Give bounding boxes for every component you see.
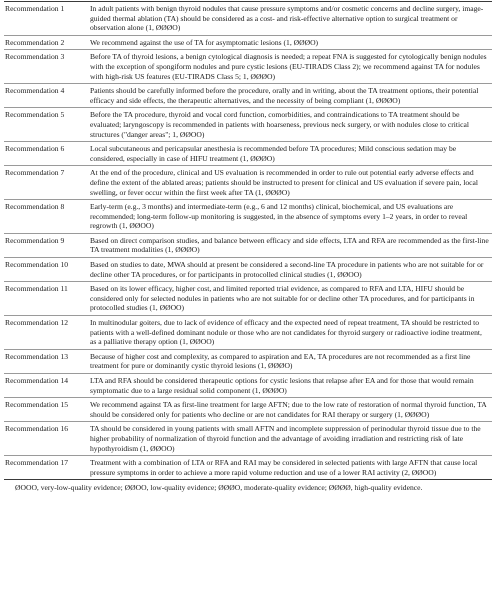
recommendation-label: Recommendation 1 [5,4,65,13]
recommendation-text: Treatment with a combination of LTA or RFA and RAI may be considered in selected patients with large AFTN that cause local pressure symptoms in order to achieve a more rapid volume reduction and use of a lower RAI activity (2, ØØOO) [90,458,478,477]
recommendation-label: Recommendation 16 [5,424,69,434]
recommendation-label: Recommendation 17 [5,458,69,468]
recommendation-label: Recommendation 2 [5,37,65,47]
recommendation-text: At the end of the procedure, clinical and US evaluation is recommended in order to rule out potential early adverse effects and define the extent of the ablated areas; patients should be instructed to present for clinical and US evaluation if severe pain, local swelling, or fever occur within the first week after TA (1, ØØØO) [90,168,478,197]
table-row [4,84,492,108]
table-row [4,50,492,84]
recommendation-text: In multinodular goiters, due to lack of evidence of efficacy and the expected need of repeat treatment, TA should be restricted to patients with a well-defined dominant nodule or those who are not candidates for thyroid surgery or radioactive iodine treatment, as a palliative therapy option (1, ØØOO) [90,318,482,347]
table-row [4,2,492,36]
recommendation-text: Based on studies to date, MWA should at present be considered a second-line TA procedure in patients who are not suitable for or decline other TA procedures, or for participants in protocolled clinical studies (1, ØØOO) [90,260,484,279]
recommendation-text: Local subcutaneous and pericapsular anesthesia is recommended before TA procedures; Mild conscious sedation may be considered, especially in case of HIFU treatment (1, ØØØO) [90,144,457,163]
recommendation-text: Before TA of thyroid lesions, a benign cytological diagnosis is needed; a repeat FNA is suggested for cytologically benign nodules with the exception of spongiform nodules and pure cystic lesions (EU-TIRADS Class 2); we recommend against TA for nodules with high-risk US features (EU-TIRADS Class 5; 1, ØØØO) [90,52,487,81]
recommendation-text: We recommend against the use of TA for asymptomatic lesions (1, ØØØO) [90,37,319,47]
recommendation-text: Before the TA procedure, thyroid and vocal cord function, comorbidities, and contraindications to TA treatment should be evaluated; laryngoscopy is recommended in patients with hoarseness, previous neck surgery, or with nodules close to critical structures ("danger areas"; 1, ØØOO) [90,110,469,139]
recommendation-label: Recommendation 7 [5,168,65,178]
recommendation-text: LTA and RFA should be considered therapeutic options for cystic lesions that relapse after EA and for those that would remain symptomatic due to a large residual solid component (1, ØØØO) [90,376,474,395]
recommendations-table [4,1,492,480]
recommendation-label: Recommendation 12 [5,318,69,328]
recommendation-text: We recommend against TA as first-line treatment for large AFTN; due to the low rate of restoration of normal thyroid function, TA should be considered only for patients who decline or are not candidates for RAI therapy or surgery (1, ØØØO) [90,400,487,419]
table-row [4,258,492,282]
recommendation-text: Early-term (e.g., 3 months) and intermediate-term (e.g., 6 and 12 months) clinical, biochemical, and US evaluations are recommended; long-term follow-up monitoring is suggested, in the absence of symptoms every 1–2 years, in order to reveal regrowth (1, ØØOO) [90,202,468,231]
recommendation-label: Recommendation 9 [5,235,65,245]
table-row [4,142,492,166]
table-row [4,35,492,50]
recommendation-label: Recommendation 4 [5,86,65,96]
table-row [4,349,492,373]
evidence-quality-footnote: ØOOO, very-low-quality evidence; ØØOO, low-quality evidence; ØØØO, moderate-quality evidence; ØØØØ, high-quality evidence. [15,483,423,493]
table-row [4,108,492,142]
recommendation-text: Based on its lower efficacy, higher cost, and limited reported trial evidence, as compared to RFA and LTA, HIFU should be considered only for selected nodules in patients who are not suitable for or decline other TA procedures, and for participants in protocolled studies (1, ØØOO) [90,284,475,313]
recommendations-table-body [4,2,492,480]
table-row [4,398,492,422]
table-row [4,282,492,316]
recommendation-text: In adult patients with benign thyroid nodules that cause pressure symptoms and/or cosmetic concerns and decline surgery, image-guided thermal ablation (TA) should be considered as a cost- and risk-effective alternative option to surgical treatment or observation alone (1, ØØØO) [90,4,484,33]
recommendation-text: Patients should be carefully informed before the procedure, orally and in writing, about the TA treatment options, their potential efficacy and side effects, the therapeutic alternatives, and the necessity of being compliant (1, ØØØO) [90,86,479,105]
recommendation-label: Recommendation 8 [5,202,65,212]
table-row [4,422,492,456]
table-row [4,166,492,200]
recommendation-label: Recommendation 5 [5,110,65,120]
table-row [4,456,492,480]
recommendation-label: Recommendation 13 [5,351,69,361]
recommendation-label: Recommendation 15 [5,400,69,410]
recommendation-label: Recommendation 11 [5,284,68,294]
table-row [4,200,492,234]
table-row [4,233,492,257]
table-row [4,316,492,350]
recommendation-text: Based on direct comparison studies, and balance between efficacy and side effects, LTA and RFA are recommended as the first-line TA treatment modalities (1, ØØØO) [90,235,489,255]
recommendation-label: Recommendation 10 [5,260,69,270]
recommendation-label: Recommendation 3 [5,52,65,62]
recommendation-text: Because of higher cost and complexity, as compared to aspiration and EA, TA procedures are not recommended as a first line treatment for pure or dominantly cystic thyroid lesions (1, ØØØO) [90,351,471,371]
recommendation-text: TA should be considered in young patients with small AFTN and incomplete suppression of perinodular thyroid tissue due to the higher probability of normalization of thyroid function and the advantage of avoiding irradiation and restricting risk of late hypothyroidism (1, ØØOO) [90,424,481,453]
recommendation-label: Recommendation 14 [5,376,69,385]
table-row [4,374,492,398]
recommendation-label: Recommendation 6 [5,144,65,154]
